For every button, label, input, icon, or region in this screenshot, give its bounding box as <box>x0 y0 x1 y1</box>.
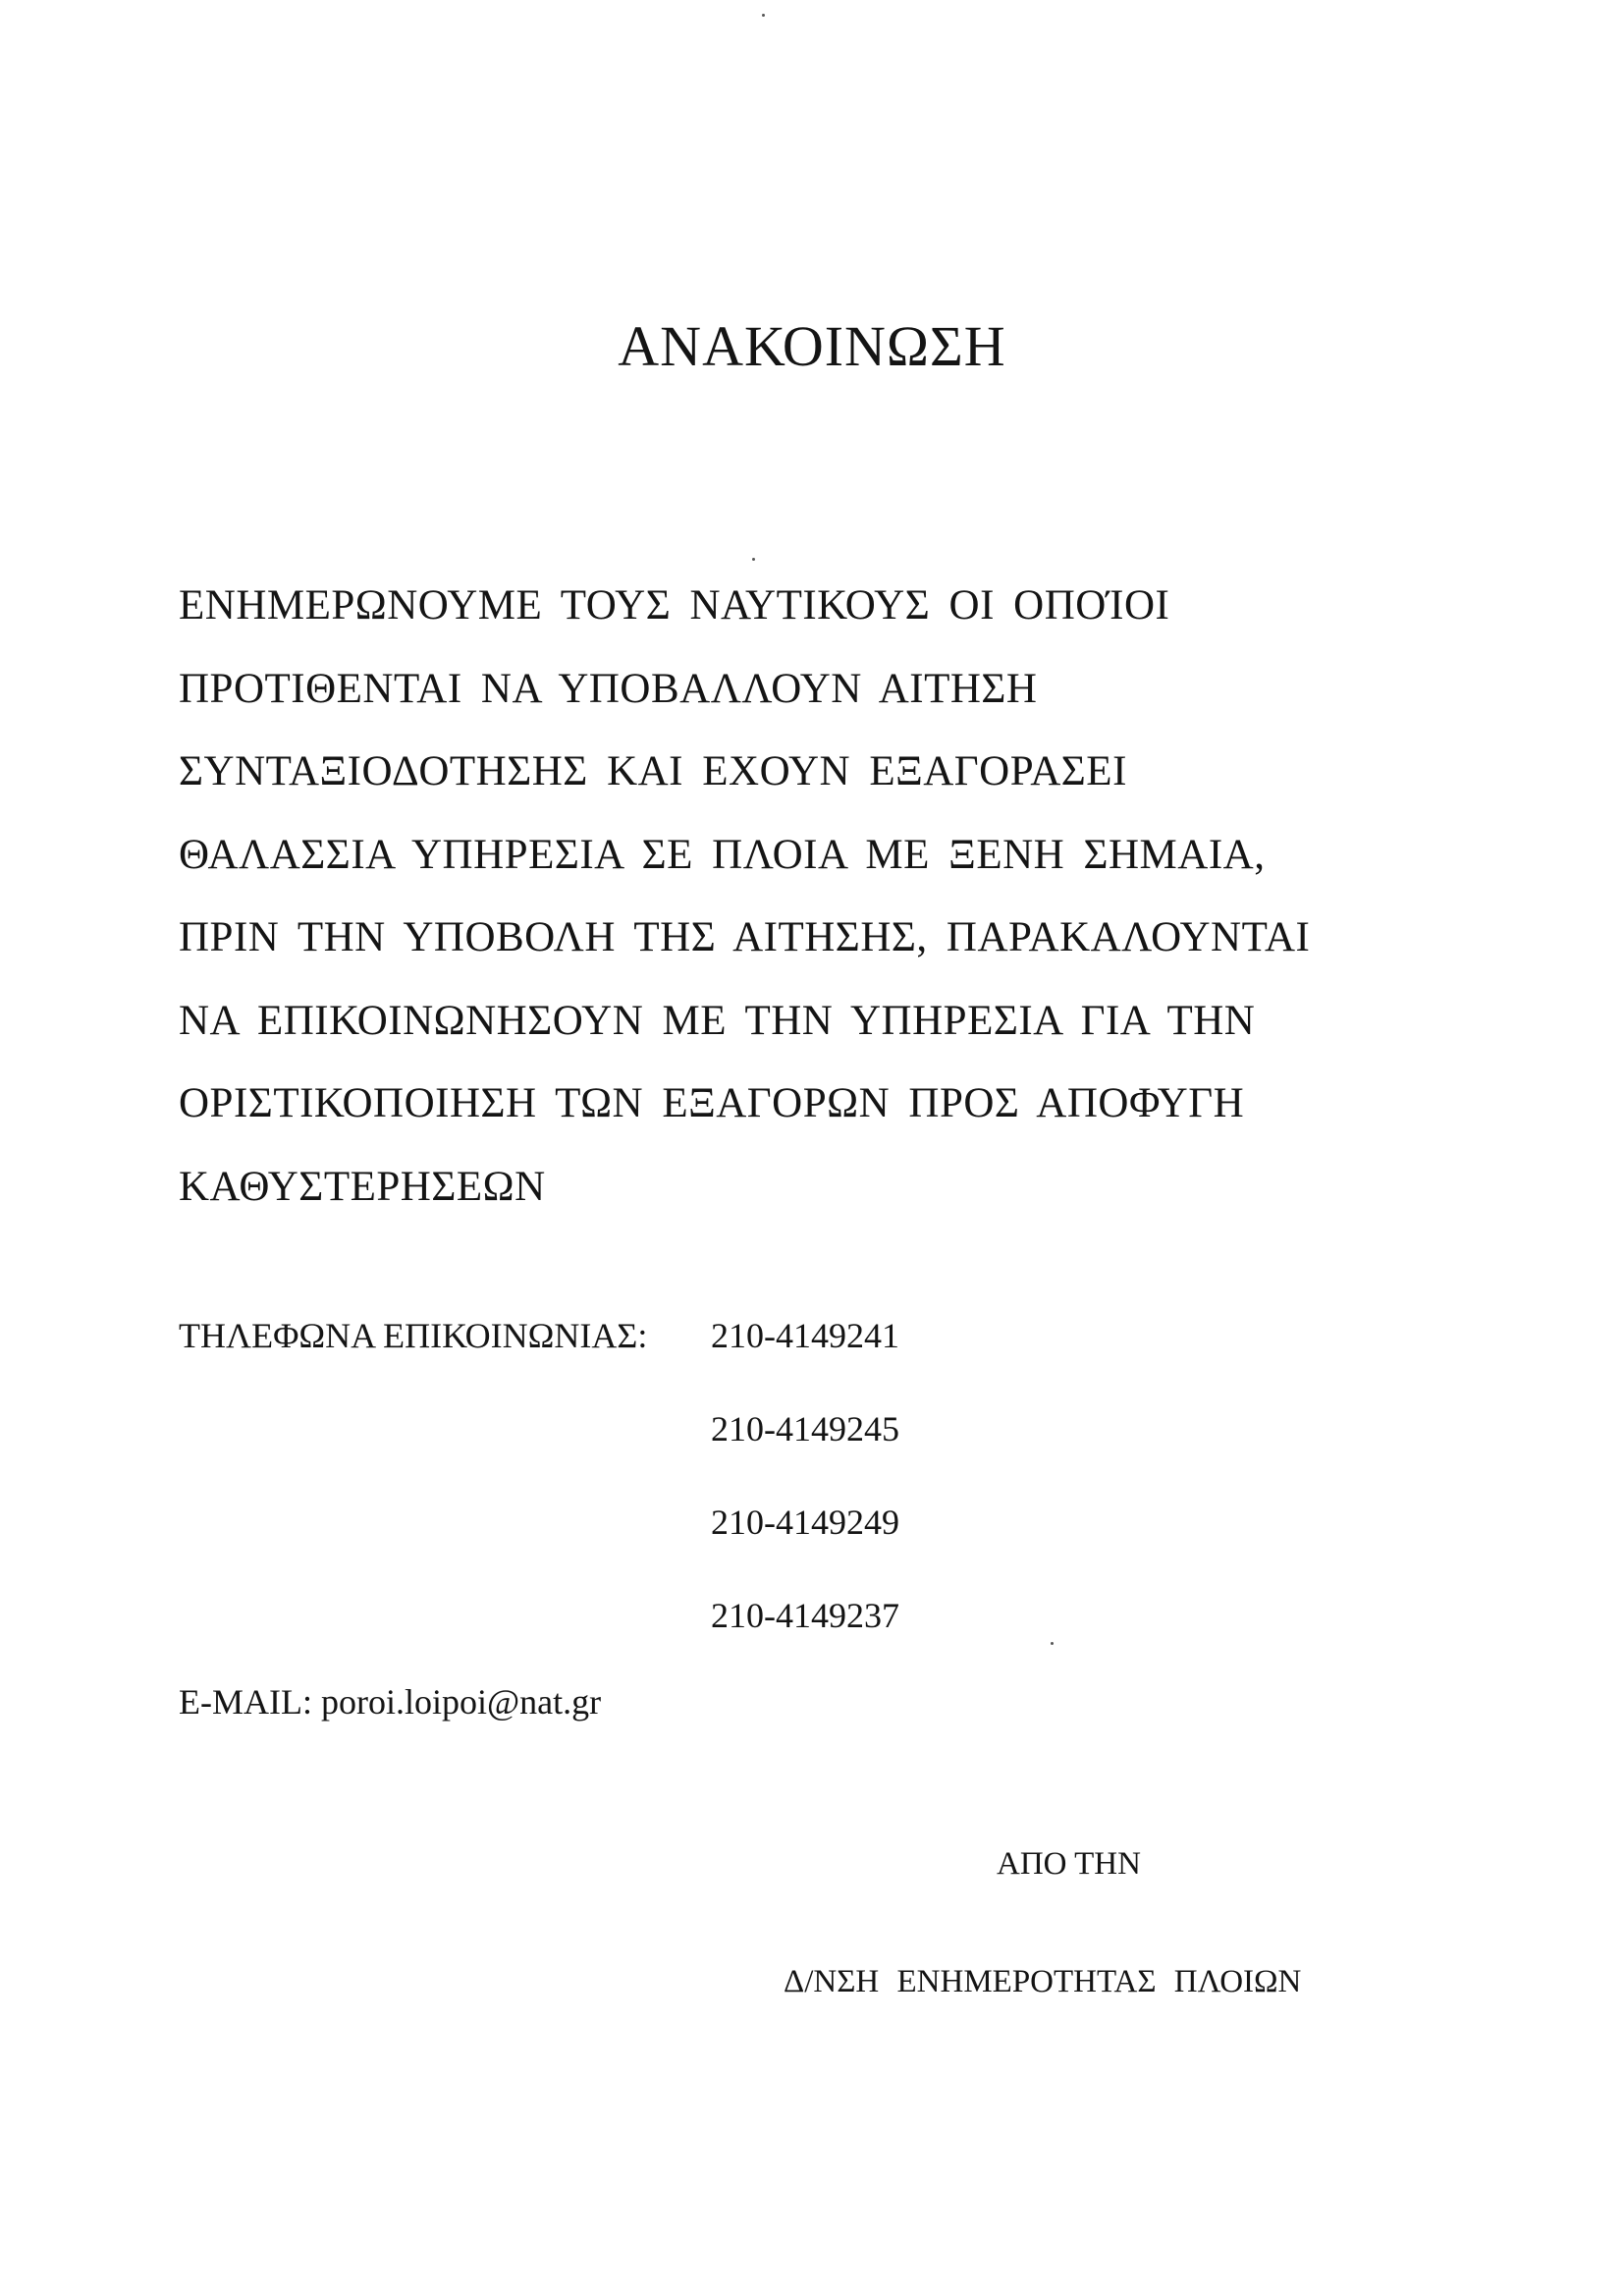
body-line: ΣΥΝΤΑΞΙΟΔΟΤΗΣΗΣ ΚΑΙ ΕΧΟΥΝ ΕΞΑΓΟΡΑΣΕΙ <box>179 748 1127 794</box>
phone-number[interactable]: 210-4149241 <box>711 1316 899 1355</box>
page-title <box>0 312 1624 381</box>
phone-number[interactable]: 210-4149245 <box>711 1409 899 1449</box>
scan-speck <box>1051 1642 1054 1645</box>
signature-from: ΑΠΟ ΤΗΝ <box>997 1846 1141 1882</box>
contact-phones-label: ΤΗΛΕΦΩΝΑ ΕΠΙΚΟΙΝΩΝΙΑΣ: <box>179 1316 648 1355</box>
email-address[interactable]: poroi.loipoi@nat.gr <box>320 1682 602 1722</box>
phone-number[interactable]: 210-4149249 <box>711 1503 899 1542</box>
scan-speck <box>752 558 755 561</box>
email-label: E-MAIL: <box>179 1682 312 1722</box>
body-line: ΠΡΟΤΙΘΕΝΤΑΙ ΝΑ ΥΠΟΒΑΛΛΟΥΝ ΑΙΤΗΣΗ <box>179 665 1038 712</box>
body-line: ΠΡΙΝ ΤΗΝ ΥΠΟΒΟΛΗ ΤΗΣ ΑΙΤΗΣΗΣ, ΠΑΡΑΚΑΛΟΥΝΤΑΙ <box>179 914 1311 960</box>
page-title-text: ΑΝΑΚΟΙΝΩΣΗ <box>618 314 1006 378</box>
announcement-body <box>179 565 1475 1229</box>
scan-speck <box>762 14 765 17</box>
body-line: ΕΝΗΜΕΡΩΝΟΥΜΕ ΤΟΥΣ ΝΑΥΤΙΚΟΥΣ ΟΙ ΟΠΟΊΟΙ <box>179 582 1170 629</box>
phone-list <box>711 1306 899 1679</box>
signature-department: Δ/ΝΣΗ ΕΝΗΜΕΡΟΤΗΤΑΣ ΠΛΟΙΩΝ <box>784 1964 1302 1999</box>
email-line <box>179 1672 601 1731</box>
body-line: ΚΑΘΥΣΤΕΡΗΣΕΩΝ <box>179 1163 546 1210</box>
phone-number[interactable]: 210-4149237 <box>711 1596 899 1635</box>
body-line: ΟΡΙΣΤΙΚΟΠΟΙΗΣΗ ΤΩΝ ΕΞΑΓΟΡΩΝ ΠΡΟΣ ΑΠΟΦΥΓΗ <box>179 1080 1245 1126</box>
body-line: ΝΑ ΕΠΙΚΟΙΝΩΝΗΣΟΥΝ ΜΕ ΤΗΝ ΥΠΗΡΕΣΙΑ ΓΙΑ ΤΗΝ <box>179 997 1256 1044</box>
body-line: ΘΑΛΑΣΣΙΑ ΥΠΗΡΕΣΙΑ ΣΕ ΠΛΟΙΑ ΜΕ ΞΕΝΗ ΣΗΜΑΙΑ, <box>179 831 1266 878</box>
